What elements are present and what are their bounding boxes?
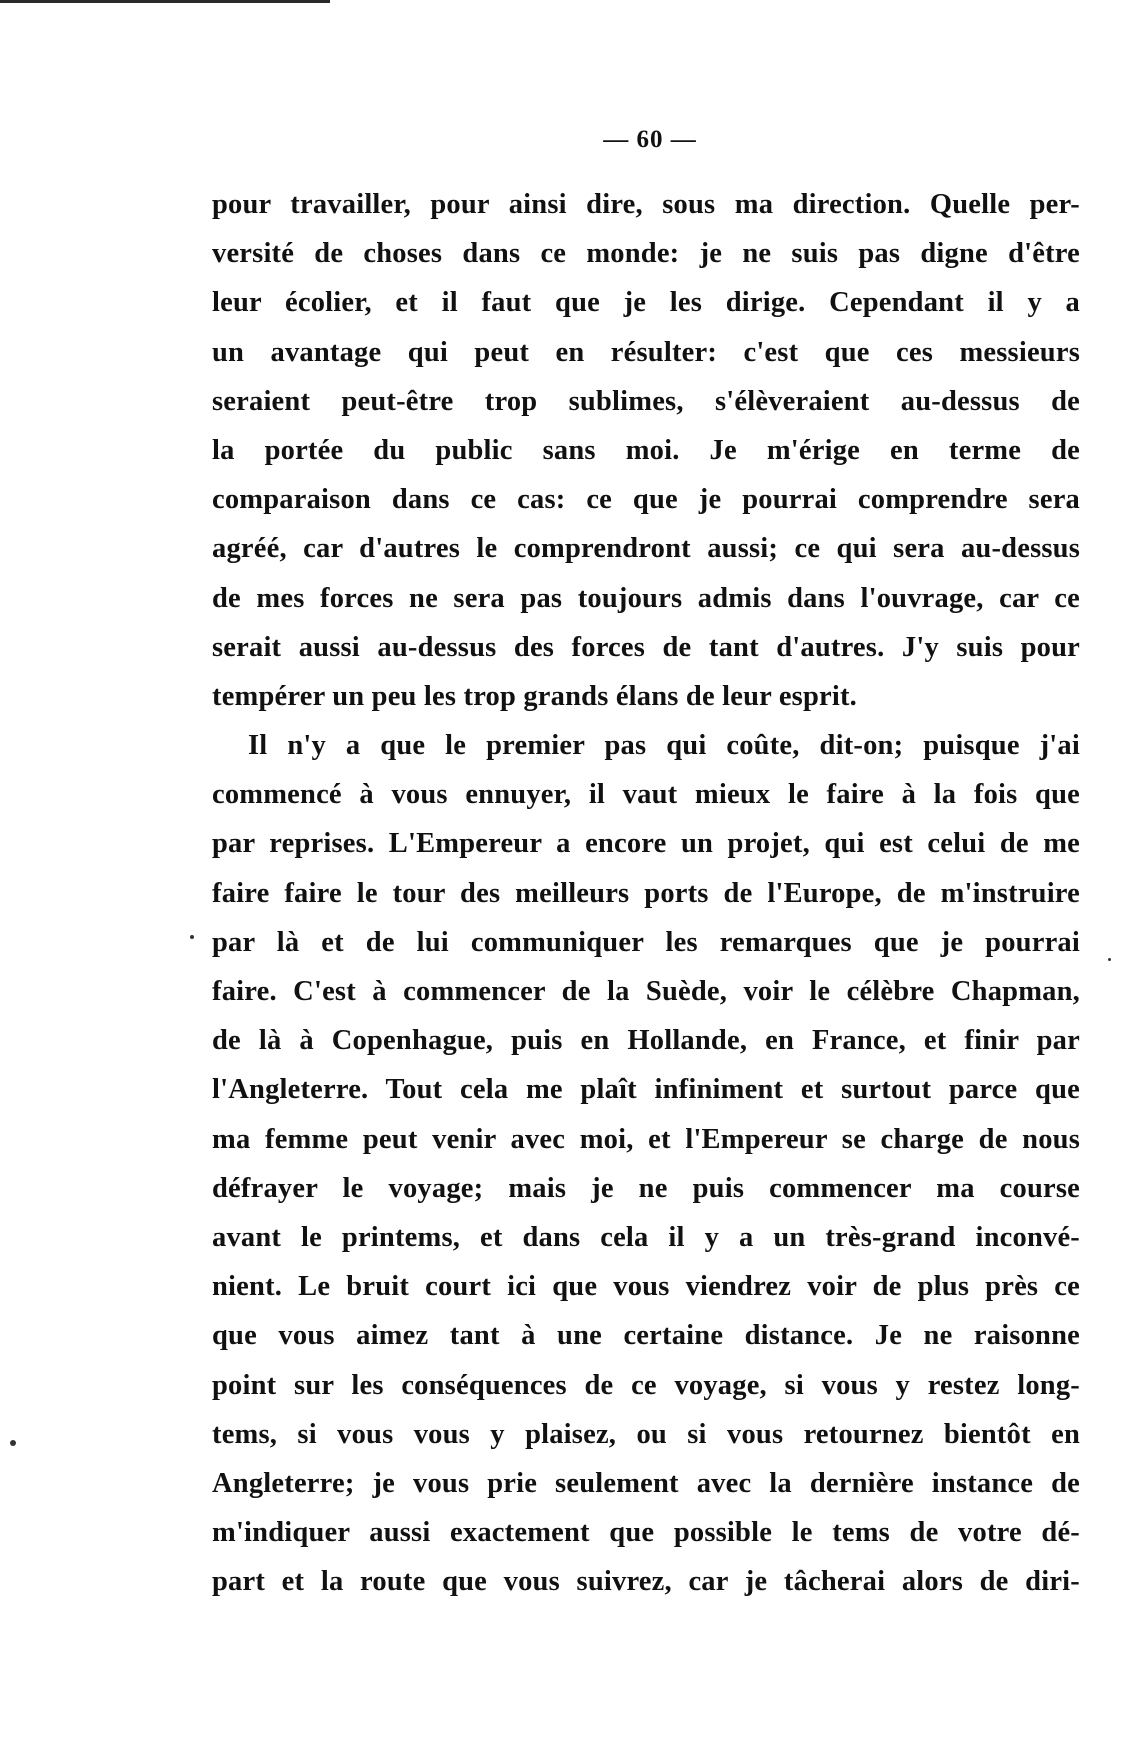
text-line: l'Angleterre. Tout cela me plaît infiniment et surtout parce que — [212, 1074, 1080, 1106]
margin-speck — [1108, 958, 1111, 961]
text-line: faire faire le tour des meilleurs ports de l'Europe, de m'instruire — [212, 877, 1080, 909]
text-line: commencé à vous ennuyer, il vaut mieux le faire à la fois que — [212, 779, 1080, 811]
text-line: Angleterre; je vous prie seulement avec la dernière instance de — [212, 1467, 1080, 1499]
text-line: Il n'y a que le premier pas qui coûte, dit-on; puisque j'ai — [248, 730, 1080, 762]
page-number: — 60 — — [603, 126, 697, 153]
text-line: par reprises. L'Empereur a encore un projet, qui est celui de me — [212, 828, 1080, 860]
margin-speck — [190, 935, 194, 939]
text-line: que vous aimez tant à une certaine distance. Je ne raisonne — [212, 1320, 1080, 1352]
text-line: serait aussi au-dessus des forces de tant d'autres. J'y suis pour — [212, 631, 1080, 663]
top-edge-rule — [0, 0, 330, 3]
text-line: de mes forces ne sera pas toujours admis dans l'ouvrage, car ce — [212, 582, 1080, 614]
margin-speck — [10, 1440, 16, 1446]
text-line: par là et de lui communiquer les remarques que je pourrai — [212, 926, 1080, 958]
text-line: versité de choses dans ce monde: je ne suis pas digne d'être — [212, 238, 1080, 270]
text-line: un avantage qui peut en résulter: c'est que ces messieurs — [212, 336, 1080, 368]
text-line: faire. C'est à commencer de la Suède, voir le célèbre Chapman, — [212, 976, 1080, 1007]
text-line: tems, si vous vous y plaisez, ou si vous retournez bientôt en — [212, 1418, 1080, 1450]
text-line: seraient peut-être trop sublimes, s'élèveraient au-dessus de — [212, 385, 1080, 417]
text-line: point sur les conséquences de ce voyage, si vous y restez long- — [212, 1369, 1080, 1401]
text-line: nient. Le bruit court ici que vous viendrez voir de plus près ce — [212, 1271, 1080, 1303]
text-line: part et la route que vous suivrez, car je tâcherai alors de diri- — [212, 1566, 1080, 1598]
text-line: pour travailler, pour ainsi dire, sous ma direction. Quelle per- — [212, 189, 1080, 220]
text-line: agréé, car d'autres le comprendront aussi; ce qui sera au-dessus — [212, 533, 1080, 565]
text-line: tempérer un peu les trop grands élans de leur esprit. — [212, 680, 857, 712]
text-line: avant le printems, et dans cela il y a un très-grand inconvé- — [212, 1221, 1080, 1253]
body-text — [212, 180, 1080, 1606]
text-line: la portée du public sans moi. Je m'érige en terme de — [212, 434, 1080, 466]
text-line: m'indiquer aussi exactement que possible le tems de votre dé- — [212, 1517, 1080, 1549]
text-line: leur écolier, et il faut que je les dirige. Cependant il y a — [212, 287, 1080, 319]
text-line: de là à Copenhague, puis en Hollande, en France, et finir par — [212, 1025, 1080, 1057]
text-line: défrayer le voyage; mais je ne puis commencer ma course — [212, 1172, 1080, 1204]
text-line: ma femme peut venir avec moi, et l'Empereur se charge de nous — [212, 1123, 1080, 1155]
text-line: comparaison dans ce cas: ce que je pourrai comprendre sera — [212, 484, 1080, 516]
